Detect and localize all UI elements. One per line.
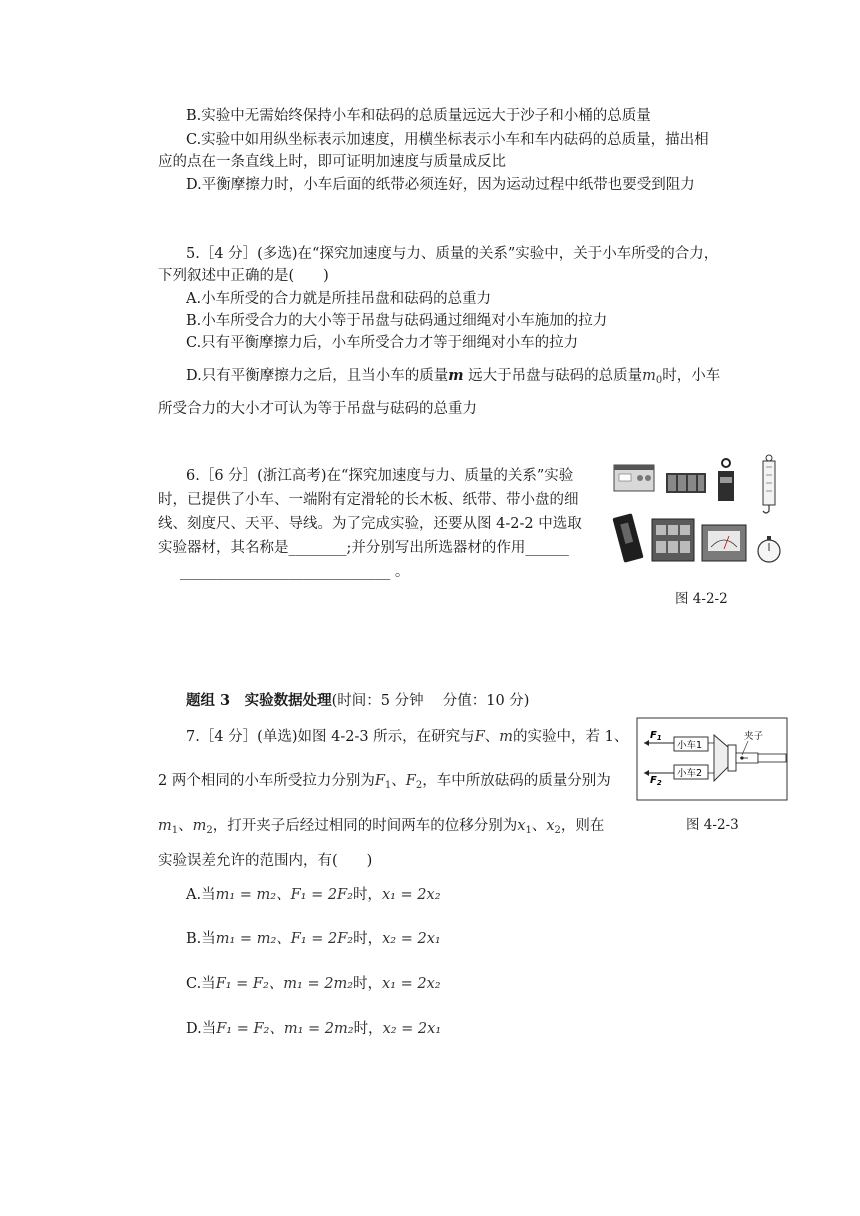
q7-var-m2: $m_2$ [192, 818, 213, 836]
q7-option-b: B.当m₁ = m₂、F₁ = 2F₂时，x₂ = 2x₁ [186, 931, 441, 947]
q7-line1: 7.［4 分］(单选)如图 4-2-3 所示，在研究与F、m的实验中，若 1、 [186, 729, 629, 745]
q7-option-d-result: x₂ = 2x₁ [382, 1021, 442, 1037]
q4-option-c-line2: 应的点在一条直线上时，即可证明加速度与质量成反比 [158, 154, 506, 170]
q7-option-a-result: x₁ = 2x₂ [381, 887, 441, 903]
q7-var-m1: $m_1$ [158, 818, 179, 836]
q7-option-c: C.当F₁ = F₂、m₁ = 2m₂时，x₁ = 2x₂ [186, 976, 441, 992]
q7-var-m: m [499, 729, 513, 745]
figure-4-2-3-diagram [636, 717, 788, 801]
q5-option-d-line2: 所受合力的大小才可认为等于吊盘与砝码的总重力 [158, 401, 477, 417]
label-F1: $F_1$ [650, 730, 662, 742]
q4-option-b: B.实验中无需始终保持小车和砝码的总质量远远大于沙子和小桶的总质量 [186, 108, 651, 124]
group3-meta: (时间：5 分钟 分值：10 分) [331, 693, 530, 709]
q4-option-c-line1: C.实验中如用纵坐标表示加速度，用横坐标表示小车和车内砝码的总质量，描出相 [186, 132, 709, 148]
group3-heading [186, 690, 529, 712]
q4-option-d: D.平衡摩擦力时，小车后面的纸带必须连好，因为运动过程中纸带也要受到阻力 [186, 177, 695, 193]
q7-option-d: D.当F₁ = F₂、m₁ = 2m₂时，x₂ = 2x₁ [186, 1021, 442, 1037]
q5-mass-m: m [448, 367, 464, 384]
figure-4-2-2-caption: 图 4-2-2 [675, 591, 728, 607]
q7-line2: 2 两个相同的小车所受拉力分别为$F_1$、$F_2$，车中所放砝码的质量分别为 [158, 773, 611, 791]
q7-line3-mid: ，打开夹子后经过相同的时间两车的位移分别为 [212, 818, 518, 834]
q7-option-c-condition: F₁ = F₂、m₁ = 2m₂ [215, 976, 354, 992]
battery-pack-image [666, 473, 706, 493]
q5-mass-m0: $m_0$ [642, 368, 663, 386]
q7-option-a: A.当m₁ = m₂、F₁ = 2F₂时，x₁ = 2x₂ [186, 887, 441, 903]
figure-4-2-3-caption: 图 4-2-3 [686, 817, 739, 833]
q5-stem-line2: 下列叙述中正确的是( ) [158, 268, 329, 284]
q7-line1-post: 的实验中，若 1、 [513, 729, 629, 745]
q5-option-d-post: 时，小车 [662, 368, 721, 384]
q7-option-a-condition: m₁ = m₂、F₁ = 2F₂ [215, 887, 353, 903]
spring-balance-image [763, 455, 775, 513]
figure-4-2-2-equipment [608, 453, 784, 573]
group3-title: 题组 3 实验数据处理 [186, 692, 332, 709]
q7-line3-post: ，则在 [560, 818, 605, 834]
q6-line3: 线、刻度尺、天平、导线。为了完成实验，还要从图 4-2-2 中选取 [158, 516, 582, 532]
q6-line2: 时，已提供了小车、一端附有定滑轮的长木板、纸带、带小盘的细 [158, 492, 579, 508]
electric-timer-image [614, 465, 654, 491]
q5-option-a: A.小车所受的合力就是所挂吊盘和砝码的总重力 [186, 291, 492, 307]
q7-option-d-condition: F₁ = F₂、m₁ = 2m₂ [216, 1021, 354, 1037]
q7-line2-post: ，车中所放砝码的质量分别为 [422, 773, 611, 789]
q5-option-c: C.只有平衡摩擦力后，小车所受合力才等于细绳对小车的拉力 [186, 335, 579, 351]
q7-line3: $m_1$、$m_2$，打开夹子后经过相同的时间两车的位移分别为$x_1$、$x_2$，则在 [158, 818, 605, 836]
q7-var-x1: $x_1$ [517, 818, 532, 836]
stopwatch-image [758, 536, 780, 562]
weights-box-image [652, 519, 694, 561]
q6-line1: 6.［6 分］(浙江高考)在“探究加速度与力、质量的关系”实验 [186, 468, 574, 484]
q7-var-F1: $F_1$ [374, 773, 392, 791]
q7-line4: 实验误差允许的范围内，有( ) [158, 853, 373, 869]
q7-var-F: F [474, 729, 485, 745]
clip-label: 夹子 [744, 731, 764, 742]
q5-option-d-line1 [186, 365, 720, 392]
q6-line4: 实验器材，其名称是________;并分别写出所选器材的作用______ [158, 540, 569, 556]
q7-line2-text: 2 两个相同的小车所受拉力分别为 [158, 773, 375, 789]
label-F2: $F_2$ [650, 775, 662, 787]
q5-option-b: B.小车所受合力的大小等于吊盘与砝码通过细绳对小车施加的拉力 [186, 313, 608, 329]
ammeter-box-image [702, 525, 746, 561]
cart-2-label: 小车2 [677, 768, 703, 779]
q7-var-x2: $x_2$ [546, 818, 561, 836]
q6-line5: _____________________________ 。 [180, 564, 410, 580]
power-supply-image [612, 513, 643, 563]
q7-option-b-condition: m₁ = m₂、F₁ = 2F₂ [215, 931, 354, 947]
q5-stem-line1: 5.［4 分］(多选)在“探究加速度与力、质量的关系”实验中，关于小车所受的合力， [186, 246, 719, 262]
q7-var-F2: $F_2$ [405, 773, 423, 791]
q5-option-d-mid: 远大于吊盘与砝码的总质量 [468, 368, 643, 384]
q7-option-c-result: x₁ = 2x₂ [382, 976, 441, 992]
q5-option-d-text: D.只有平衡摩擦力之后，且当小车的质量 [186, 368, 449, 384]
q7-line1-text: 7.［4 分］(单选)如图 4-2-3 所示，在研究与 [186, 729, 475, 745]
weight-hanger-image [718, 459, 734, 501]
q7-option-b-result: x₂ = 2x₁ [382, 931, 441, 947]
cart-1-label: 小车1 [677, 740, 703, 751]
